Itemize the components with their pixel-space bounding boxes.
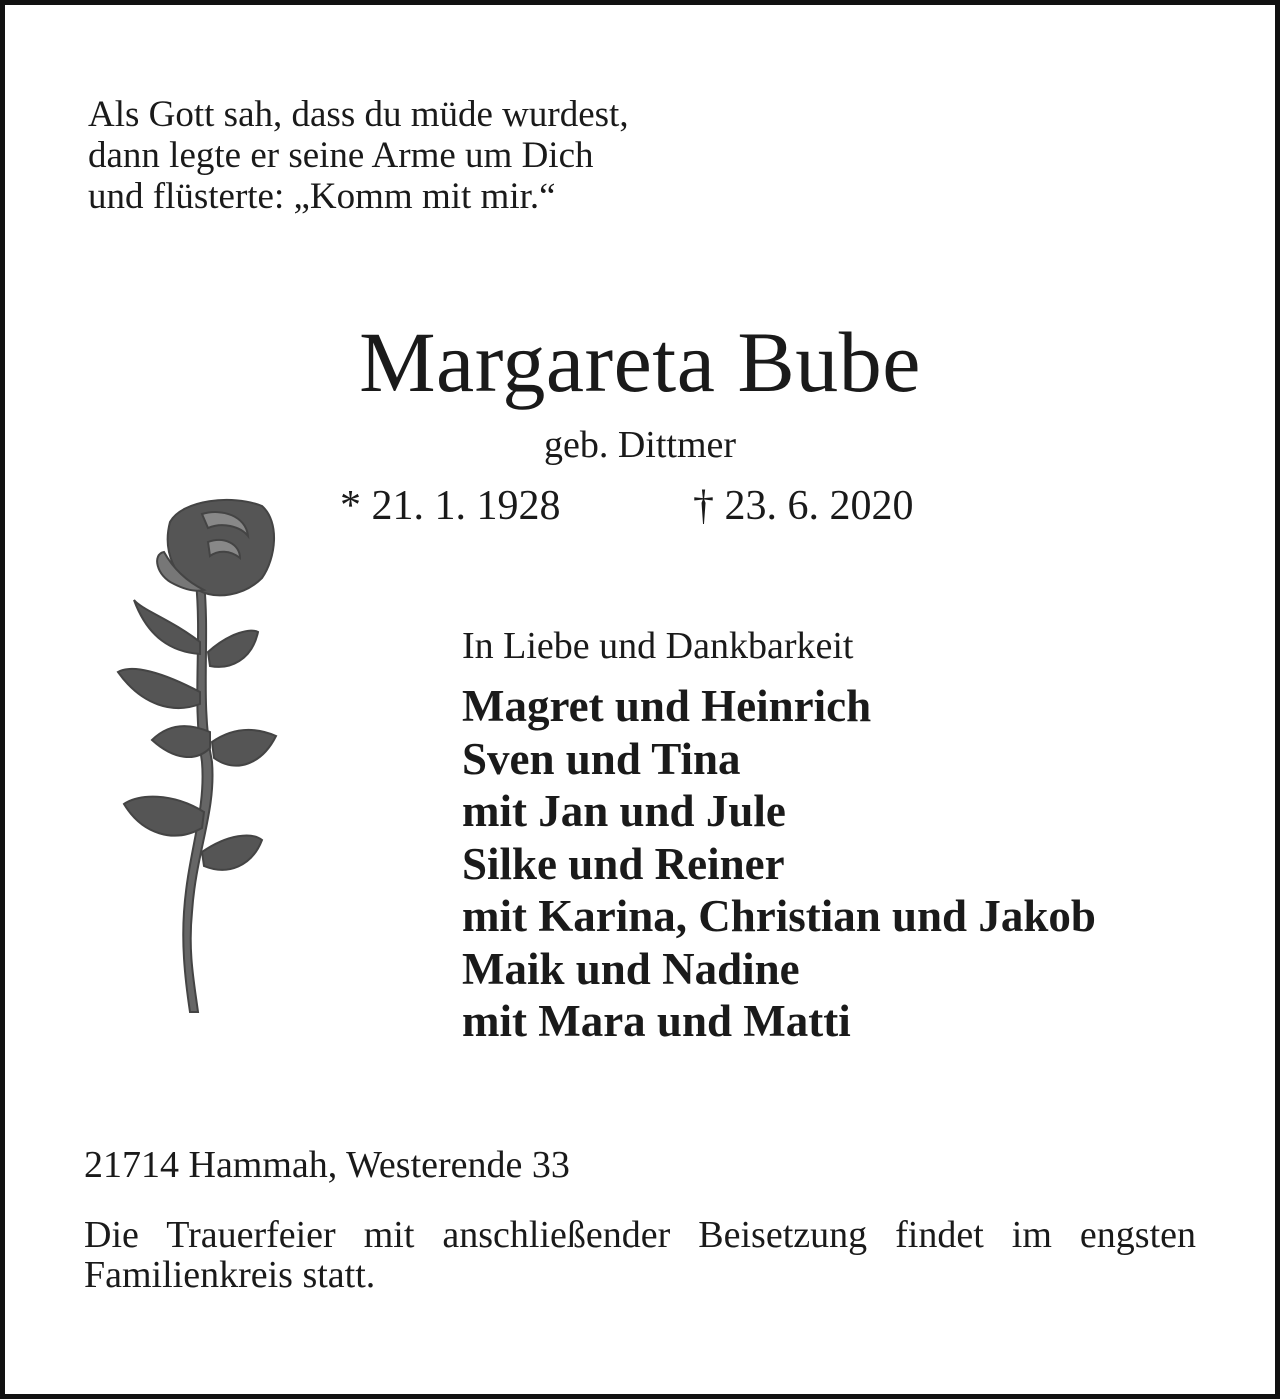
mourner-line: Magret und Heinrich xyxy=(462,681,872,731)
mourner-line: Silke und Reiner xyxy=(462,838,785,889)
maiden-name: geb. Dittmer xyxy=(543,424,737,466)
mourner-line: mit Jan und Jule xyxy=(462,786,786,836)
poem-line: und flüsterte: „Komm mit mir.“ xyxy=(88,176,556,217)
mourner-line: Maik und Nadine xyxy=(462,943,800,994)
mourner-line: mit Mara und Matti xyxy=(462,996,851,1046)
mourner-line: Sven und Tina xyxy=(462,733,741,784)
funeral-notice: Die Trauerfeier mit anschließender Beisetzung findet im engsten Familienkreis statt. xyxy=(84,1214,1196,1296)
poem-line: dann legte er seine Arme um Dich xyxy=(88,135,594,176)
death-date: † 23. 6. 2020 xyxy=(693,483,914,529)
mourner-line: mit Karina, Christian und Jakob xyxy=(462,891,1096,941)
poem xyxy=(88,94,629,217)
thanks-intro: In Liebe und Dankbarkeit xyxy=(462,625,854,667)
deceased-name: Margareta Bube xyxy=(359,314,921,410)
poem-line: Als Gott sah, dass du müde wurdest, xyxy=(88,94,629,135)
mourners-list xyxy=(462,680,1096,1048)
birth-date: * 21. 1. 1928 xyxy=(340,483,561,529)
address: 21714 Hammah, Westerende 33 xyxy=(84,1144,570,1186)
rose-icon xyxy=(112,492,287,1017)
